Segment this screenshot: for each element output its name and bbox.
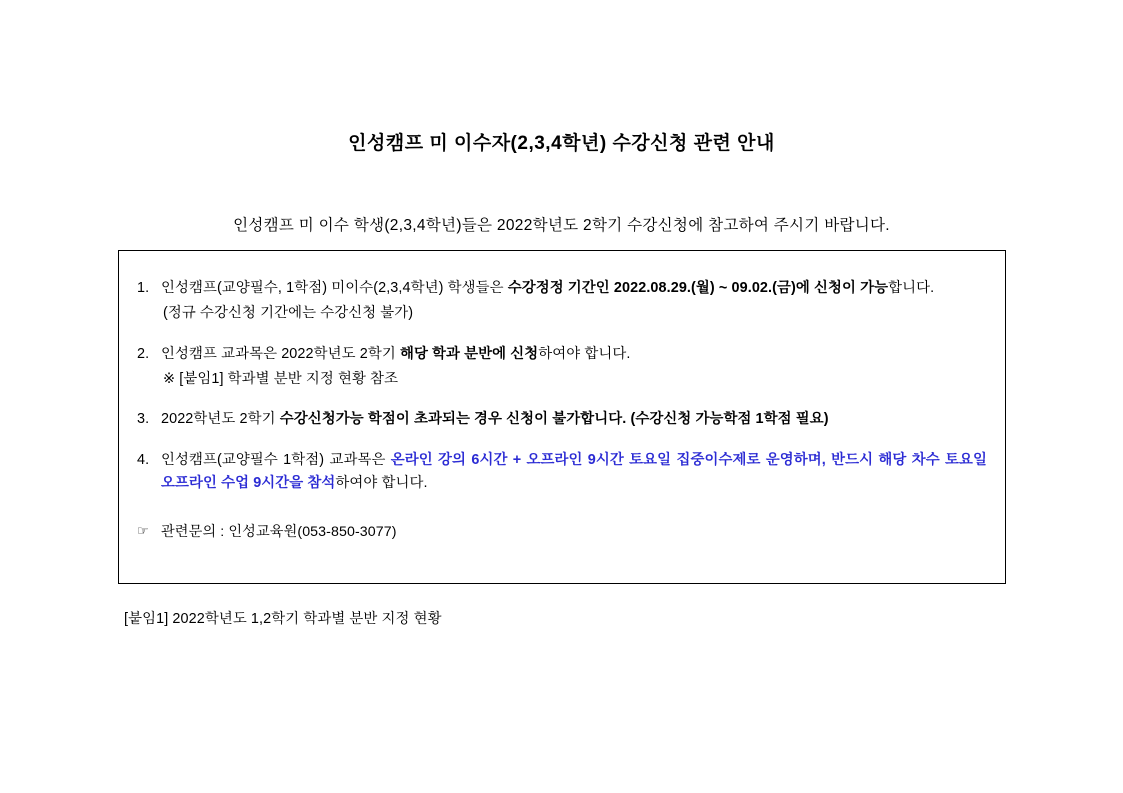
notice-item-1-body bbox=[161, 277, 987, 326]
notice-item-4-text-highlight: 온라인 강의 6시간 + 오프라인 9시간 토요일 집중이수제로 운영하며, 반드시 해당 차수 토요일 오프라인 수업 9시간을 참석 bbox=[161, 451, 988, 491]
notice-item-3-body bbox=[161, 408, 987, 431]
notice-item-4-body bbox=[161, 449, 987, 496]
notice-item-3 bbox=[137, 408, 987, 431]
pointing-hand-icon: ☞ bbox=[137, 523, 149, 539]
notice-item-2-text-pre: 인성캠프 교과목은 2022학년도 2학기 bbox=[161, 345, 400, 362]
notice-item-3-text-bold: 수강신청가능 학점이 초과되는 경우 신청이 불가합니다. (수강신청 가능학점 1학점 필요) bbox=[279, 411, 829, 428]
notice-item-2-subtext: ※ [붙임1] 학과별 분반 지정 현황 참조 bbox=[163, 370, 399, 387]
page-title: 인성캠프 미 이수자(2,3,4학년) 수강신청 관련 안내 bbox=[348, 133, 775, 154]
notice-item-4-text-pre: 인성캠프(교양필수 1학점) 교과목은 bbox=[161, 451, 391, 468]
notice-item-4-text-post: 하여야 합니다. bbox=[335, 474, 428, 491]
notice-item-1-text-bold: 수강정정 기간인 2022.08.29.(월) ~ 09.02.(금)에 신청이 가능 bbox=[507, 280, 889, 296]
intro-paragraph: 인성캠프 미 이수 학생(2,3,4학년)들은 2022학년도 2학기 수강신청에 참고하여 주시기 바랍니다. bbox=[233, 217, 890, 234]
notice-item-1-text-pre: 인성캠프(교양필수, 1학점) 미이수(2,3,4학년) 학생들은 bbox=[161, 280, 508, 296]
notice-item-1-text-post: 합니다. bbox=[888, 280, 935, 296]
contact-line bbox=[137, 521, 987, 541]
notice-item-2-body bbox=[161, 343, 987, 392]
notice-item-2-text-post: 하여야 합니다. bbox=[538, 345, 631, 362]
notice-item-2 bbox=[137, 343, 987, 392]
notice-item-3-text-pre: 2022학년도 2학기 bbox=[161, 411, 280, 428]
notice-box bbox=[118, 250, 1006, 584]
notice-item-4 bbox=[137, 449, 987, 496]
attachment-note: [붙임1] 2022학년도 1,2학기 학과별 분반 지정 현황 bbox=[124, 611, 442, 627]
notice-item-1 bbox=[137, 277, 987, 326]
notice-item-2-number: 2. bbox=[137, 345, 150, 362]
notice-item-1-subtext: (정규 수강신청 기간에는 수강신청 불가) bbox=[163, 305, 414, 322]
notice-item-4-number: 4. bbox=[137, 451, 150, 468]
notice-item-3-number: 3. bbox=[137, 411, 150, 428]
notice-item-1-number: 1. bbox=[137, 280, 150, 296]
contact-text: 관련문의 : 인성교육원(053-850-3077) bbox=[161, 524, 397, 541]
notice-item-2-text-bold: 해당 학과 분반에 신청 bbox=[399, 345, 539, 362]
